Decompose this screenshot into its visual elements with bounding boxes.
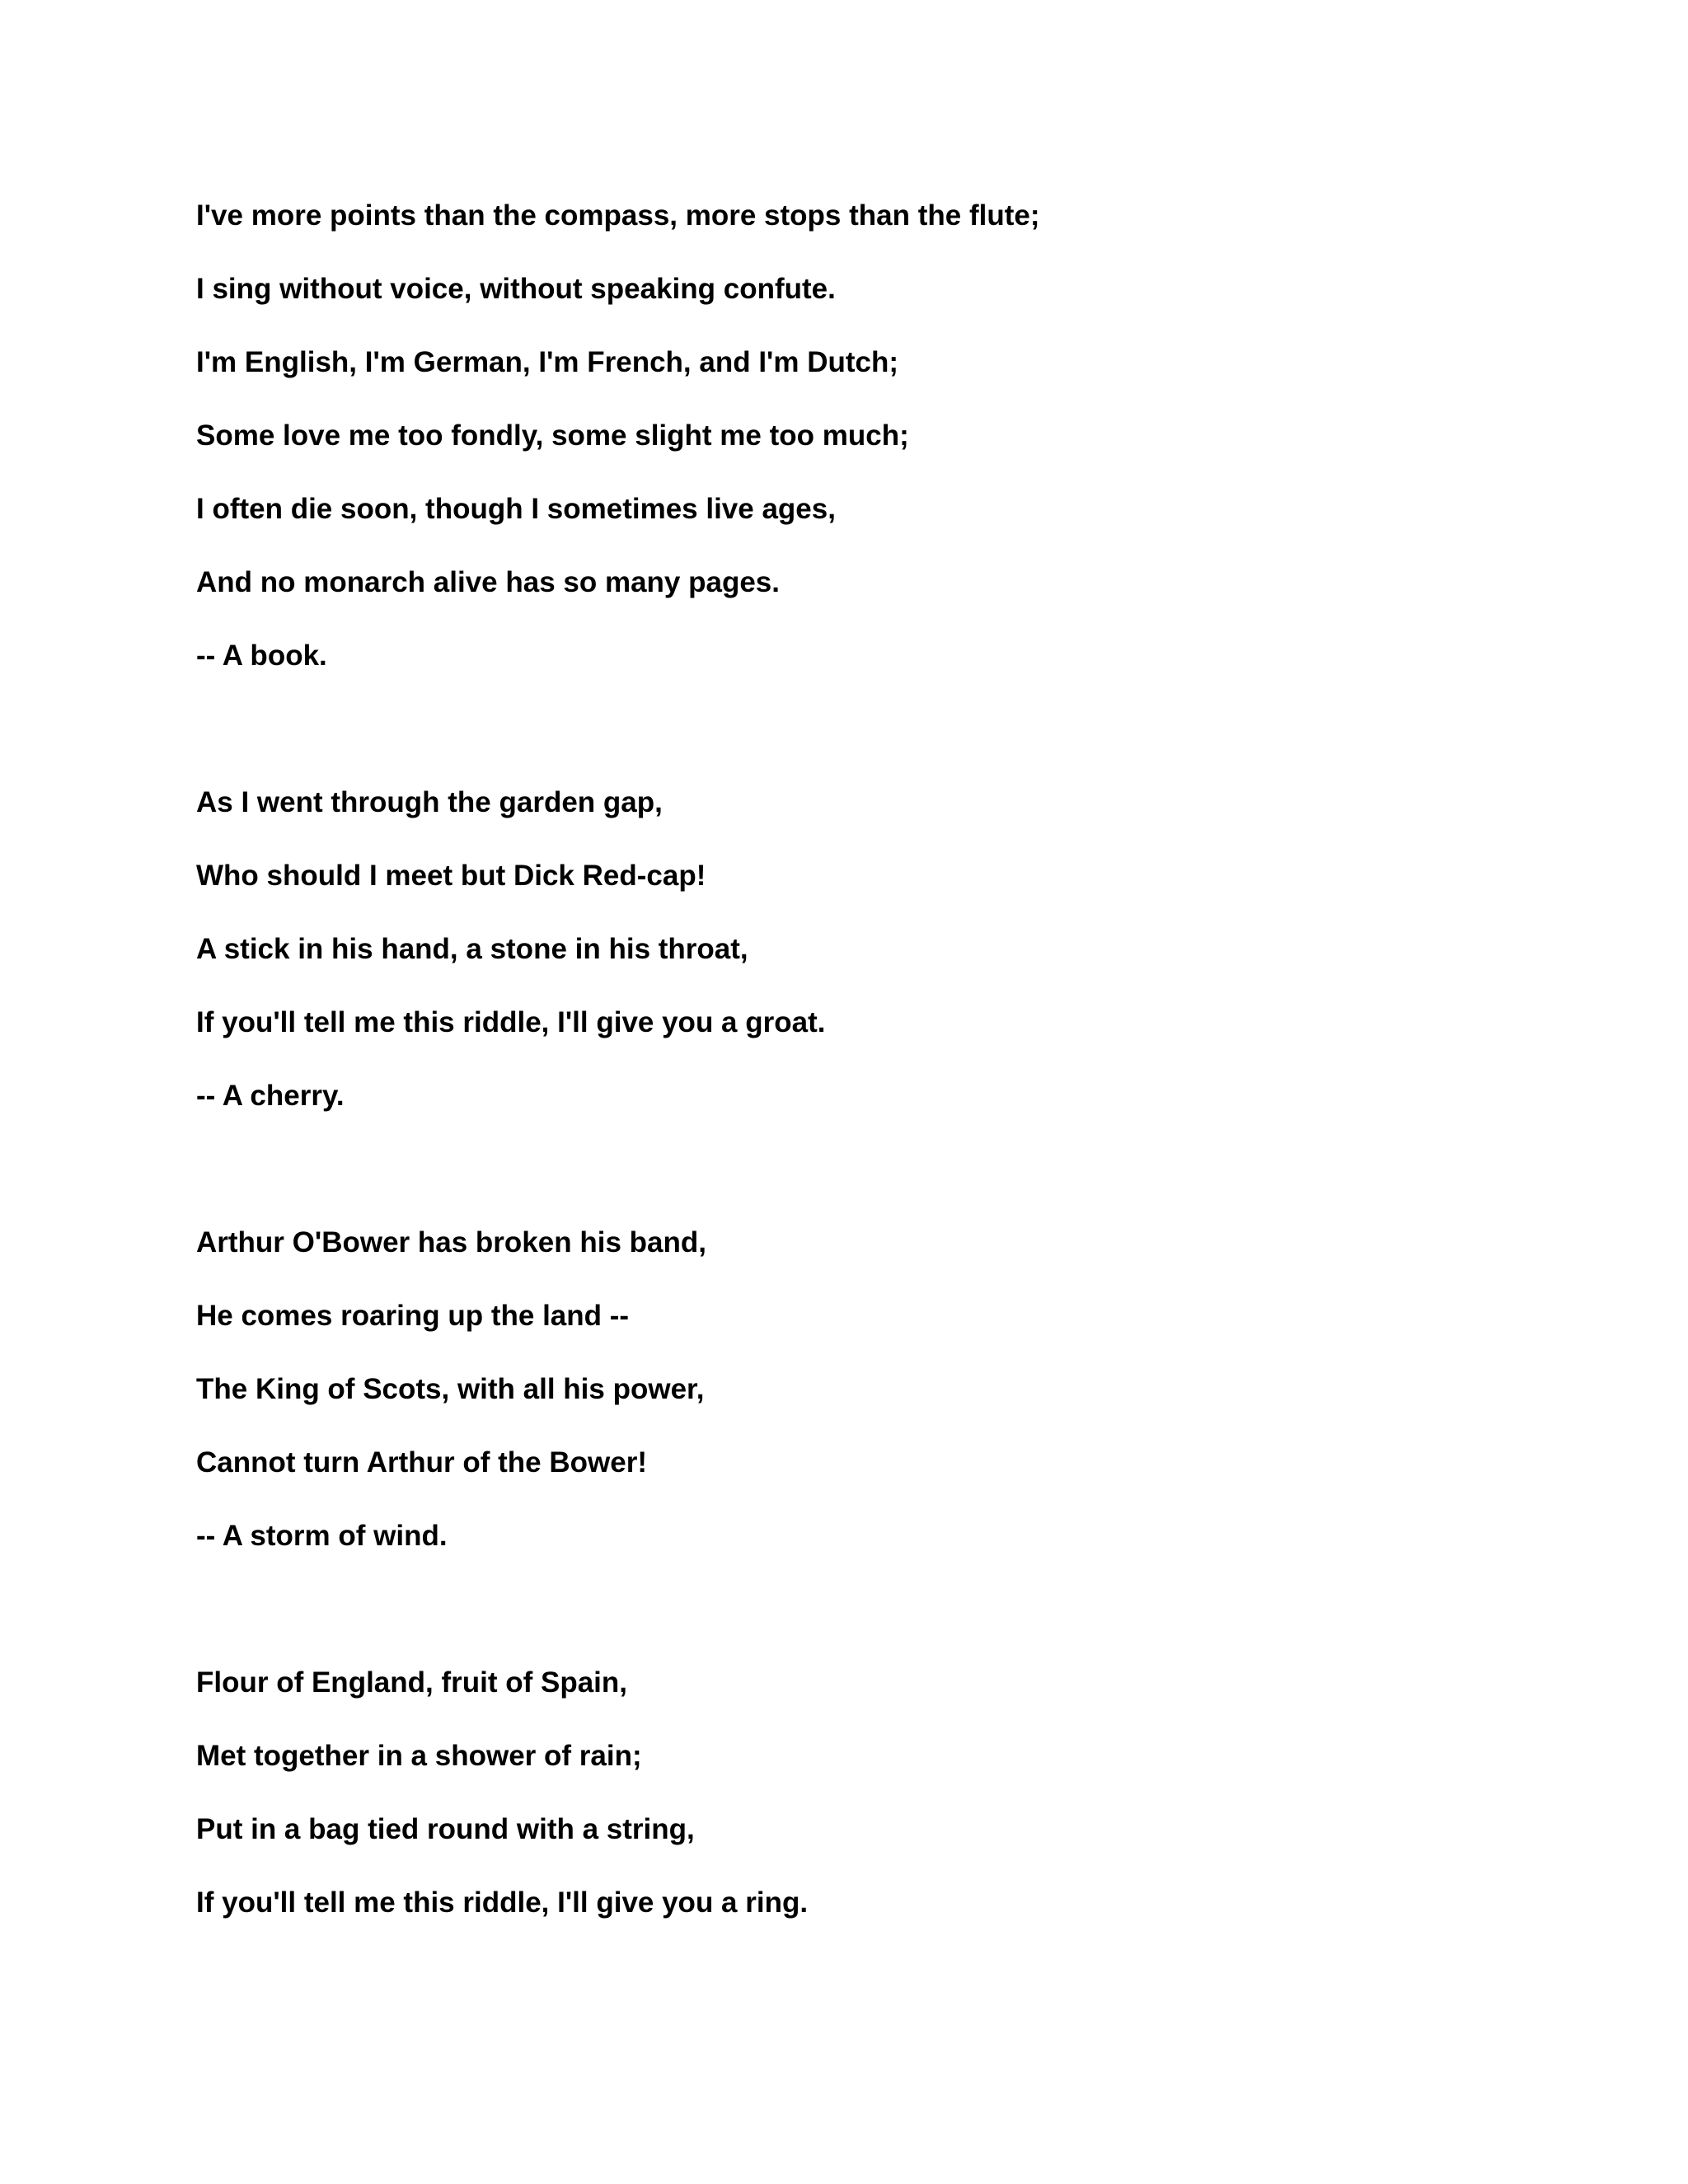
riddle-line: I'm English, I'm German, I'm French, and I'm Dutch; (196, 346, 899, 378)
riddle-line: If you'll tell me this riddle, I'll give you a ring. (196, 1886, 809, 1919)
riddle-line: A stick in his hand, a stone in his throat, (196, 933, 748, 965)
riddle-line: Put in a bag tied round with a string, (196, 1813, 695, 1845)
riddle-storm (196, 1222, 1531, 1589)
riddle-cherry (196, 782, 1531, 1149)
riddle-line: He comes roaring up the land -- (196, 1300, 630, 1332)
riddle-answer: -- A storm of wind. (196, 1520, 448, 1552)
riddle-flour (196, 1662, 1531, 1956)
riddle-line: And no monarch alive has so many pages. (196, 566, 780, 598)
riddle-line: I often die soon, though I sometimes live ages, (196, 493, 836, 525)
riddle-line: Arthur O'Bower has broken his band, (196, 1226, 706, 1258)
riddle-line: Who should I meet but Dick Red-cap! (196, 860, 706, 892)
riddle-line: As I went through the garden gap, (196, 786, 663, 818)
riddle-line: Flour of England, fruit of Spain, (196, 1666, 628, 1699)
riddle-line: The King of Scots, with all his power, (196, 1373, 705, 1405)
riddle-line: If you'll tell me this riddle, I'll give you a groat. (196, 1006, 826, 1038)
riddle-line: Cannot turn Arthur of the Bower! (196, 1446, 647, 1479)
riddle-line: I sing without voice, without speaking confute. (196, 273, 836, 305)
riddle-line: I've more points than the compass, more stops than the flute; (196, 199, 1040, 232)
riddle-list (196, 195, 1531, 2029)
riddle-line: Met together in a shower of rain; (196, 1740, 642, 1772)
riddle-book (196, 195, 1531, 709)
riddle-line: Some love me too fondly, some slight me too much; (196, 419, 909, 452)
riddle-answer: -- A book. (196, 640, 327, 672)
riddle-answer: -- A cherry. (196, 1080, 345, 1112)
